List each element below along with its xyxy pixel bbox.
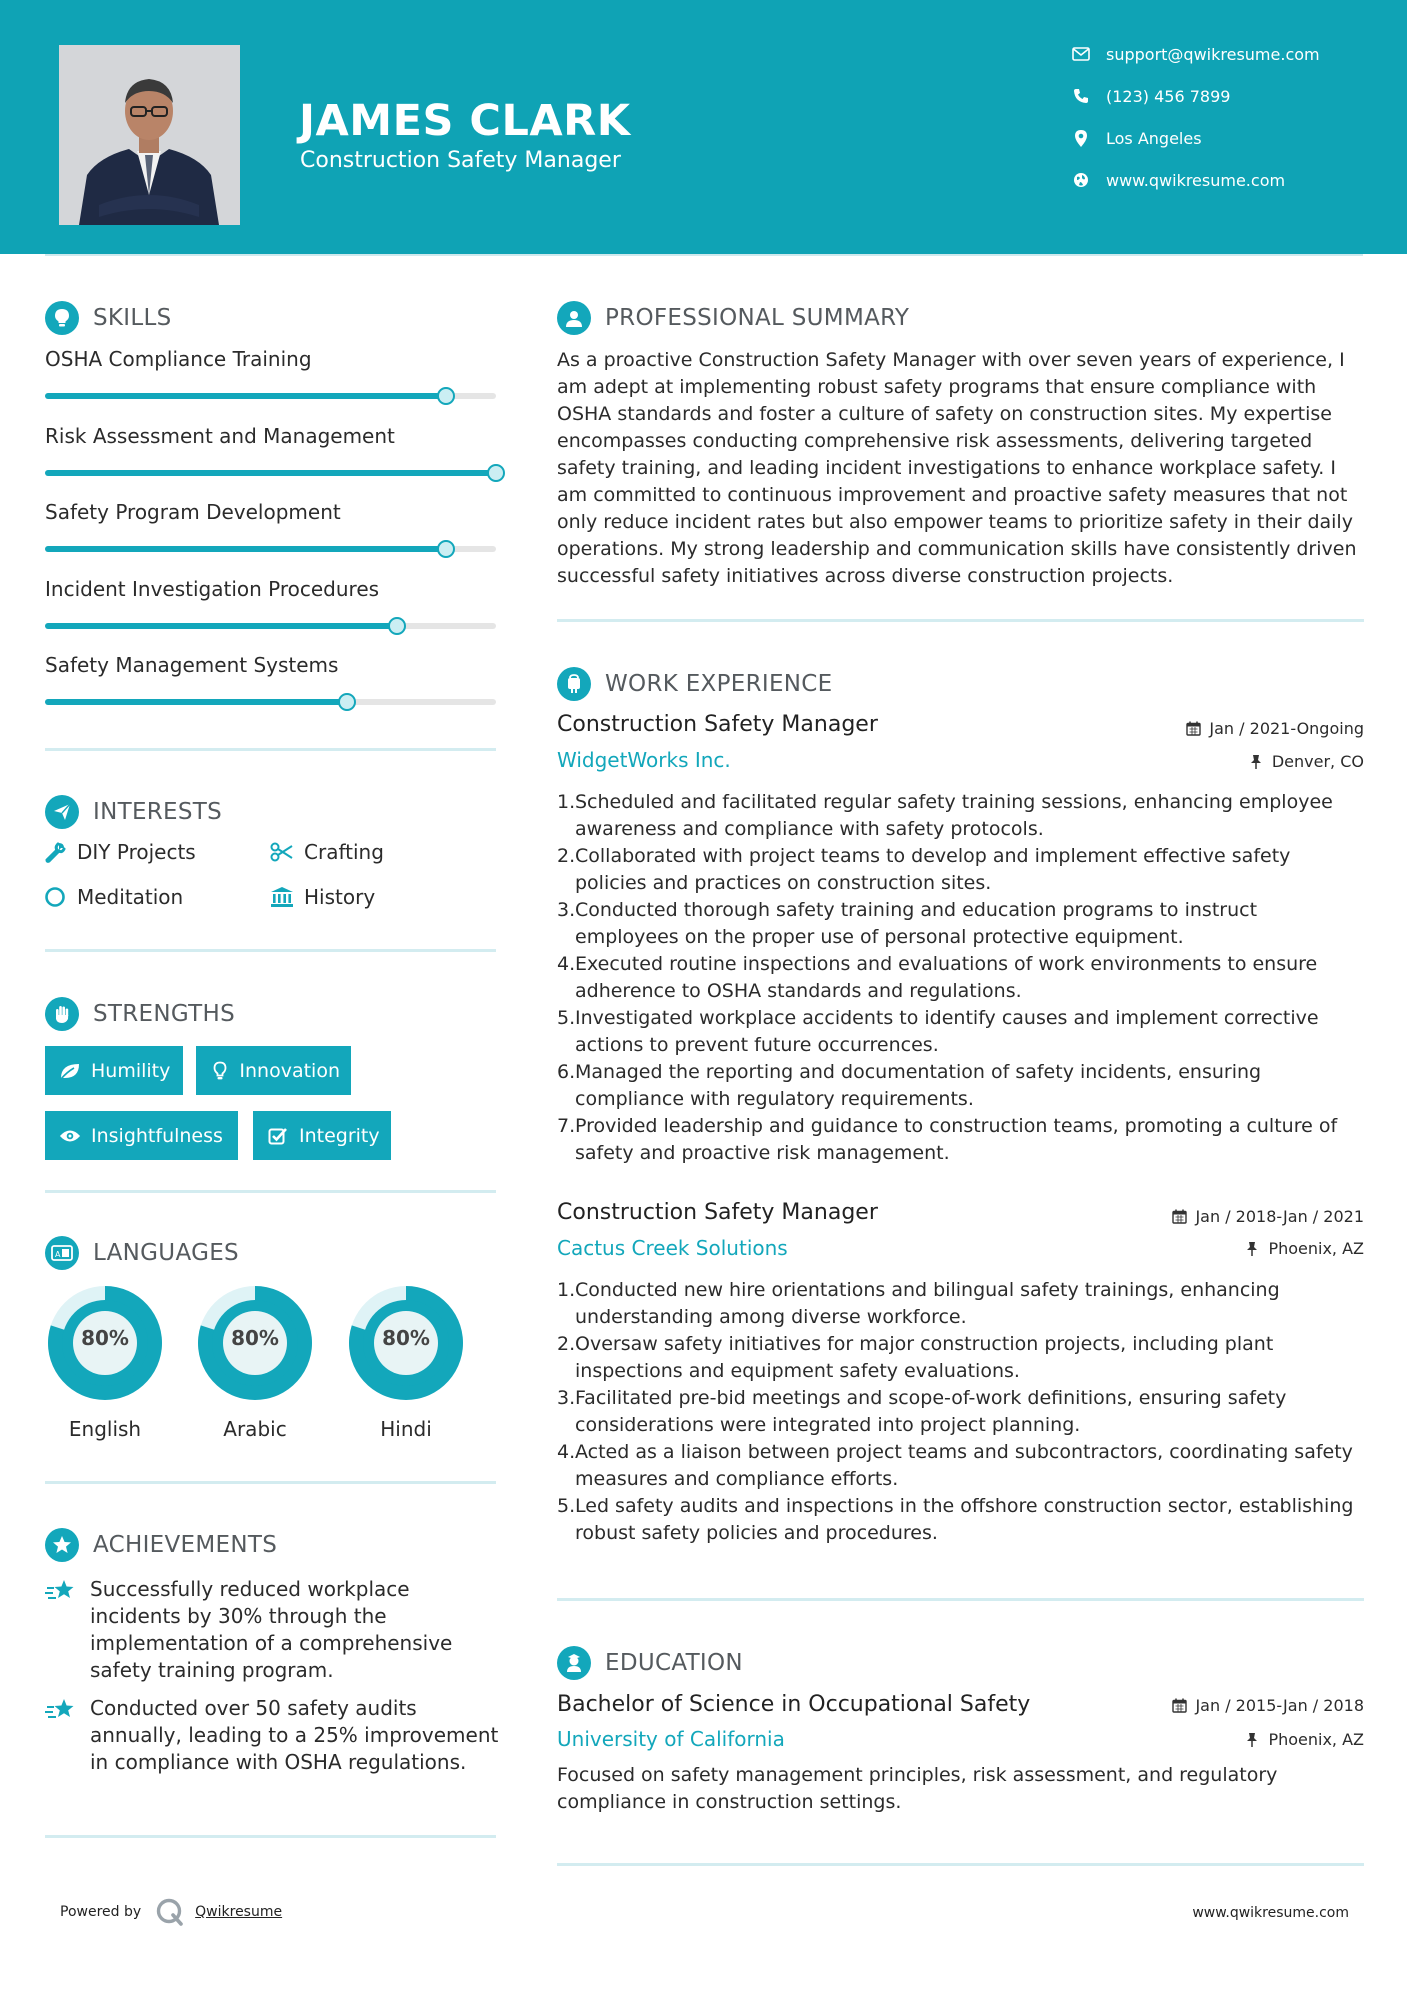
interest-item: Meditation: [43, 885, 183, 909]
job-responsibilities: [557, 1277, 1365, 1547]
pushpin-icon: [1244, 1241, 1260, 1257]
education-heading: EDUCATION: [557, 1646, 743, 1680]
profile-photo: [59, 45, 240, 225]
skill-label: Safety Management Systems: [45, 653, 339, 677]
phone-icon: [1070, 85, 1092, 107]
company-name: WidgetWorks Inc.: [557, 748, 731, 772]
education-dates: Jan / 2015-Jan / 2018: [1171, 1696, 1364, 1715]
achievement-item: Conducted over 50 safety audits annually, leading to a 25% improvement in compliance with OSHA regulations.: [45, 1695, 505, 1776]
eye-icon: [59, 1125, 81, 1147]
list-item: 3. Conducted thorough safety training and education programs to instruct employees on the proper use of personal protective equipment.: [557, 899, 1258, 948]
section-divider: [45, 748, 496, 751]
language-percent: 80%: [382, 1326, 430, 1350]
job-title: Construction Safety Manager: [557, 712, 878, 737]
candidate-name: JAMES CLARK: [299, 96, 631, 146]
skill-knob: [338, 693, 356, 711]
interest-item: Crafting: [270, 840, 384, 864]
contact-location: Los Angeles: [1070, 127, 1202, 149]
skill-bar: [45, 699, 496, 705]
skill-label: Incident Investigation Procedures: [45, 577, 380, 601]
language-label: English: [68, 1417, 142, 1441]
wrench-icon: [43, 840, 67, 864]
strength-tag: Integrity: [253, 1111, 391, 1160]
skill-label: Safety Program Development: [45, 500, 341, 524]
hand-icon: [45, 997, 79, 1031]
qwikresume-link[interactable]: Qwikresume: [195, 1904, 283, 1920]
language-label: Hindi: [380, 1417, 432, 1441]
summary-heading: PROFESSIONAL SUMMARY: [557, 301, 909, 335]
skill-label: Risk Assessment and Management: [45, 424, 395, 448]
experience-heading: WORK EXPERIENCE: [557, 667, 833, 701]
job-dates: Jan / 2021-Ongoing: [1185, 719, 1364, 738]
achievements-heading: ACHIEVEMENTS: [45, 1528, 277, 1562]
pushpin-icon: [1248, 754, 1264, 770]
checkbox-icon: [267, 1125, 289, 1147]
list-item: 1. Conducted new hire orientations and bilingual safety trainings, enhancing understanding among diverse workforce.: [557, 1279, 1280, 1328]
list-item: 3. Facilitated pre-bid meetings and scope-of-work definitions, ensuring safety considerations were integrated into project planning.: [557, 1387, 1287, 1436]
skill-knob: [437, 540, 455, 558]
job-dates: Jan / 2018-Jan / 2021: [1171, 1207, 1364, 1226]
user-icon: [557, 301, 591, 335]
section-divider: [557, 1598, 1364, 1601]
list-item: 6. Managed the reporting and documentation of safety incidents, ensuring compliance with regulatory requirements.: [557, 1061, 1262, 1110]
skills-heading: SKILLS: [45, 301, 172, 335]
strength-tag: Humility: [45, 1046, 183, 1095]
school-name: University of California: [557, 1727, 785, 1751]
qwikresume-logo-icon: [155, 1897, 185, 1927]
interest-item: History: [270, 885, 375, 909]
pushpin-icon: [1244, 1732, 1260, 1748]
calendar-icon: [1171, 1209, 1187, 1225]
job-location: Denver, CO: [1248, 752, 1364, 771]
section-divider: [557, 619, 1364, 622]
languages-heading: A LANGUAGES: [45, 1236, 239, 1270]
contact-phone[interactable]: (123) 456 7899: [1070, 85, 1230, 107]
section-divider: [45, 949, 496, 952]
location-pin-icon: [1070, 127, 1092, 149]
footer-powered-by: Powered by Qwikresume: [60, 1897, 282, 1927]
resume-header: [0, 0, 1407, 254]
candidate-title: Construction Safety Manager: [300, 148, 621, 173]
language-icon: [45, 1236, 79, 1270]
globe-icon: [1070, 169, 1092, 191]
scissors-icon: [270, 840, 294, 864]
envelope-icon: [1070, 43, 1092, 65]
job-responsibilities: [557, 789, 1365, 1167]
graduate-icon: [557, 1646, 591, 1680]
briefcase-icon: [557, 667, 591, 701]
list-item: 1. Scheduled and facilitated regular safety training sessions, enhancing employee awareness and compliance with safety protocols.: [557, 791, 1333, 840]
list-item: 2. Oversaw safety initiatives for major construction projects, including plant inspections and equipment safety evaluations.: [557, 1333, 1274, 1382]
language-percent: 80%: [231, 1326, 279, 1350]
education-description: Focused on safety management principles, risk assessment, and regulatory compliance in construction settings.: [557, 1764, 1278, 1813]
achievement-item: Successfully reduced workplace incidents by 30% through the implementation of a comprehensive safety training program.: [45, 1576, 505, 1684]
svg-text:A: A: [55, 1250, 61, 1259]
list-item: 7. Provided leadership and guidance to construction teams, promoting a culture of safety and proactive risk management.: [557, 1115, 1338, 1164]
section-divider: [45, 1835, 496, 1838]
list-item: 4. Executed routine inspections and evaluations of work environments to ensure adherence to OSHA standards and regulations.: [557, 953, 1318, 1002]
skill-knob: [437, 387, 455, 405]
interests-heading: INTERESTS: [45, 795, 222, 829]
section-divider: [45, 1481, 496, 1484]
paper-plane-icon: [45, 795, 79, 829]
company-name: Cactus Creek Solutions: [557, 1236, 788, 1260]
skill-label: OSHA Compliance Training: [45, 347, 312, 371]
list-item: 2. Collaborated with project teams to develop and implement effective safety policies and practices on construction sites.: [557, 845, 1291, 894]
interest-item: DIY Projects: [43, 840, 196, 864]
leaf-icon: [59, 1060, 81, 1082]
list-item: 4. Acted as a liaison between project teams and subcontractors, coordinating safety measures and compliance efforts.: [557, 1441, 1353, 1490]
contact-website[interactable]: www.qwikresume.com: [1070, 169, 1285, 191]
language-percent: 80%: [81, 1326, 129, 1350]
circle-icon: [43, 885, 67, 909]
section-divider: [45, 1190, 496, 1193]
job-title: Construction Safety Manager: [557, 1200, 878, 1225]
shooting-star-icon: [45, 1576, 79, 1684]
list-item: 5. Led safety audits and inspections in the offshore construction sector, establishing robust safety policies and procedures.: [557, 1495, 1354, 1544]
skill-bar: [45, 393, 496, 399]
shooting-star-icon: [45, 1695, 79, 1776]
footer-website[interactable]: www.qwikresume.com: [1192, 1905, 1349, 1921]
education-location: Phoenix, AZ: [1244, 1730, 1364, 1749]
contact-email[interactable]: support@qwikresume.com: [1070, 43, 1320, 65]
degree-title: Bachelor of Science in Occupational Safety: [557, 1692, 1031, 1717]
job-location: Phoenix, AZ: [1244, 1239, 1364, 1258]
star-badge-icon: [45, 1528, 79, 1562]
calendar-icon: [1185, 721, 1201, 737]
skill-bar: [45, 470, 496, 476]
calendar-icon: [1171, 1698, 1187, 1714]
list-item: 5. Investigated workplace accidents to identify causes and implement corrective actions to prevent future occurrences.: [557, 1007, 1319, 1056]
skill-knob: [487, 464, 505, 482]
summary-text: As a proactive Construction Safety Manager with over seven years of experience, I am adept at implementing robust safety programs that ensure compliance with OSHA standards and foster a culture of safety on construction sites. My expertise encompasses conducting comprehensive risk assessments, delivering targeted safety training, and leading incident investigations to enhance workplace safety. I am committed to continuous improvement and proactive safety measures that not only reduce incident rates but also empower teams to prioritize safety in their daily operations. My strong leadership and communication skills have consistently driven successful safety initiatives across diverse construction projects.: [557, 349, 1357, 587]
header-divider: [45, 254, 1363, 256]
lightbulb-icon: [45, 301, 79, 335]
lightbulb-icon: [210, 1060, 229, 1082]
strengths-heading: STRENGTHS: [45, 997, 235, 1031]
skill-bar: [45, 623, 496, 629]
skill-knob: [388, 617, 406, 635]
section-divider: [557, 1863, 1364, 1866]
strength-tag: Insightfulness: [45, 1111, 238, 1160]
strength-tag: Innovation: [196, 1046, 351, 1095]
museum-icon: [270, 885, 294, 909]
language-label: Arabic: [223, 1417, 287, 1441]
skill-bar: [45, 546, 496, 552]
